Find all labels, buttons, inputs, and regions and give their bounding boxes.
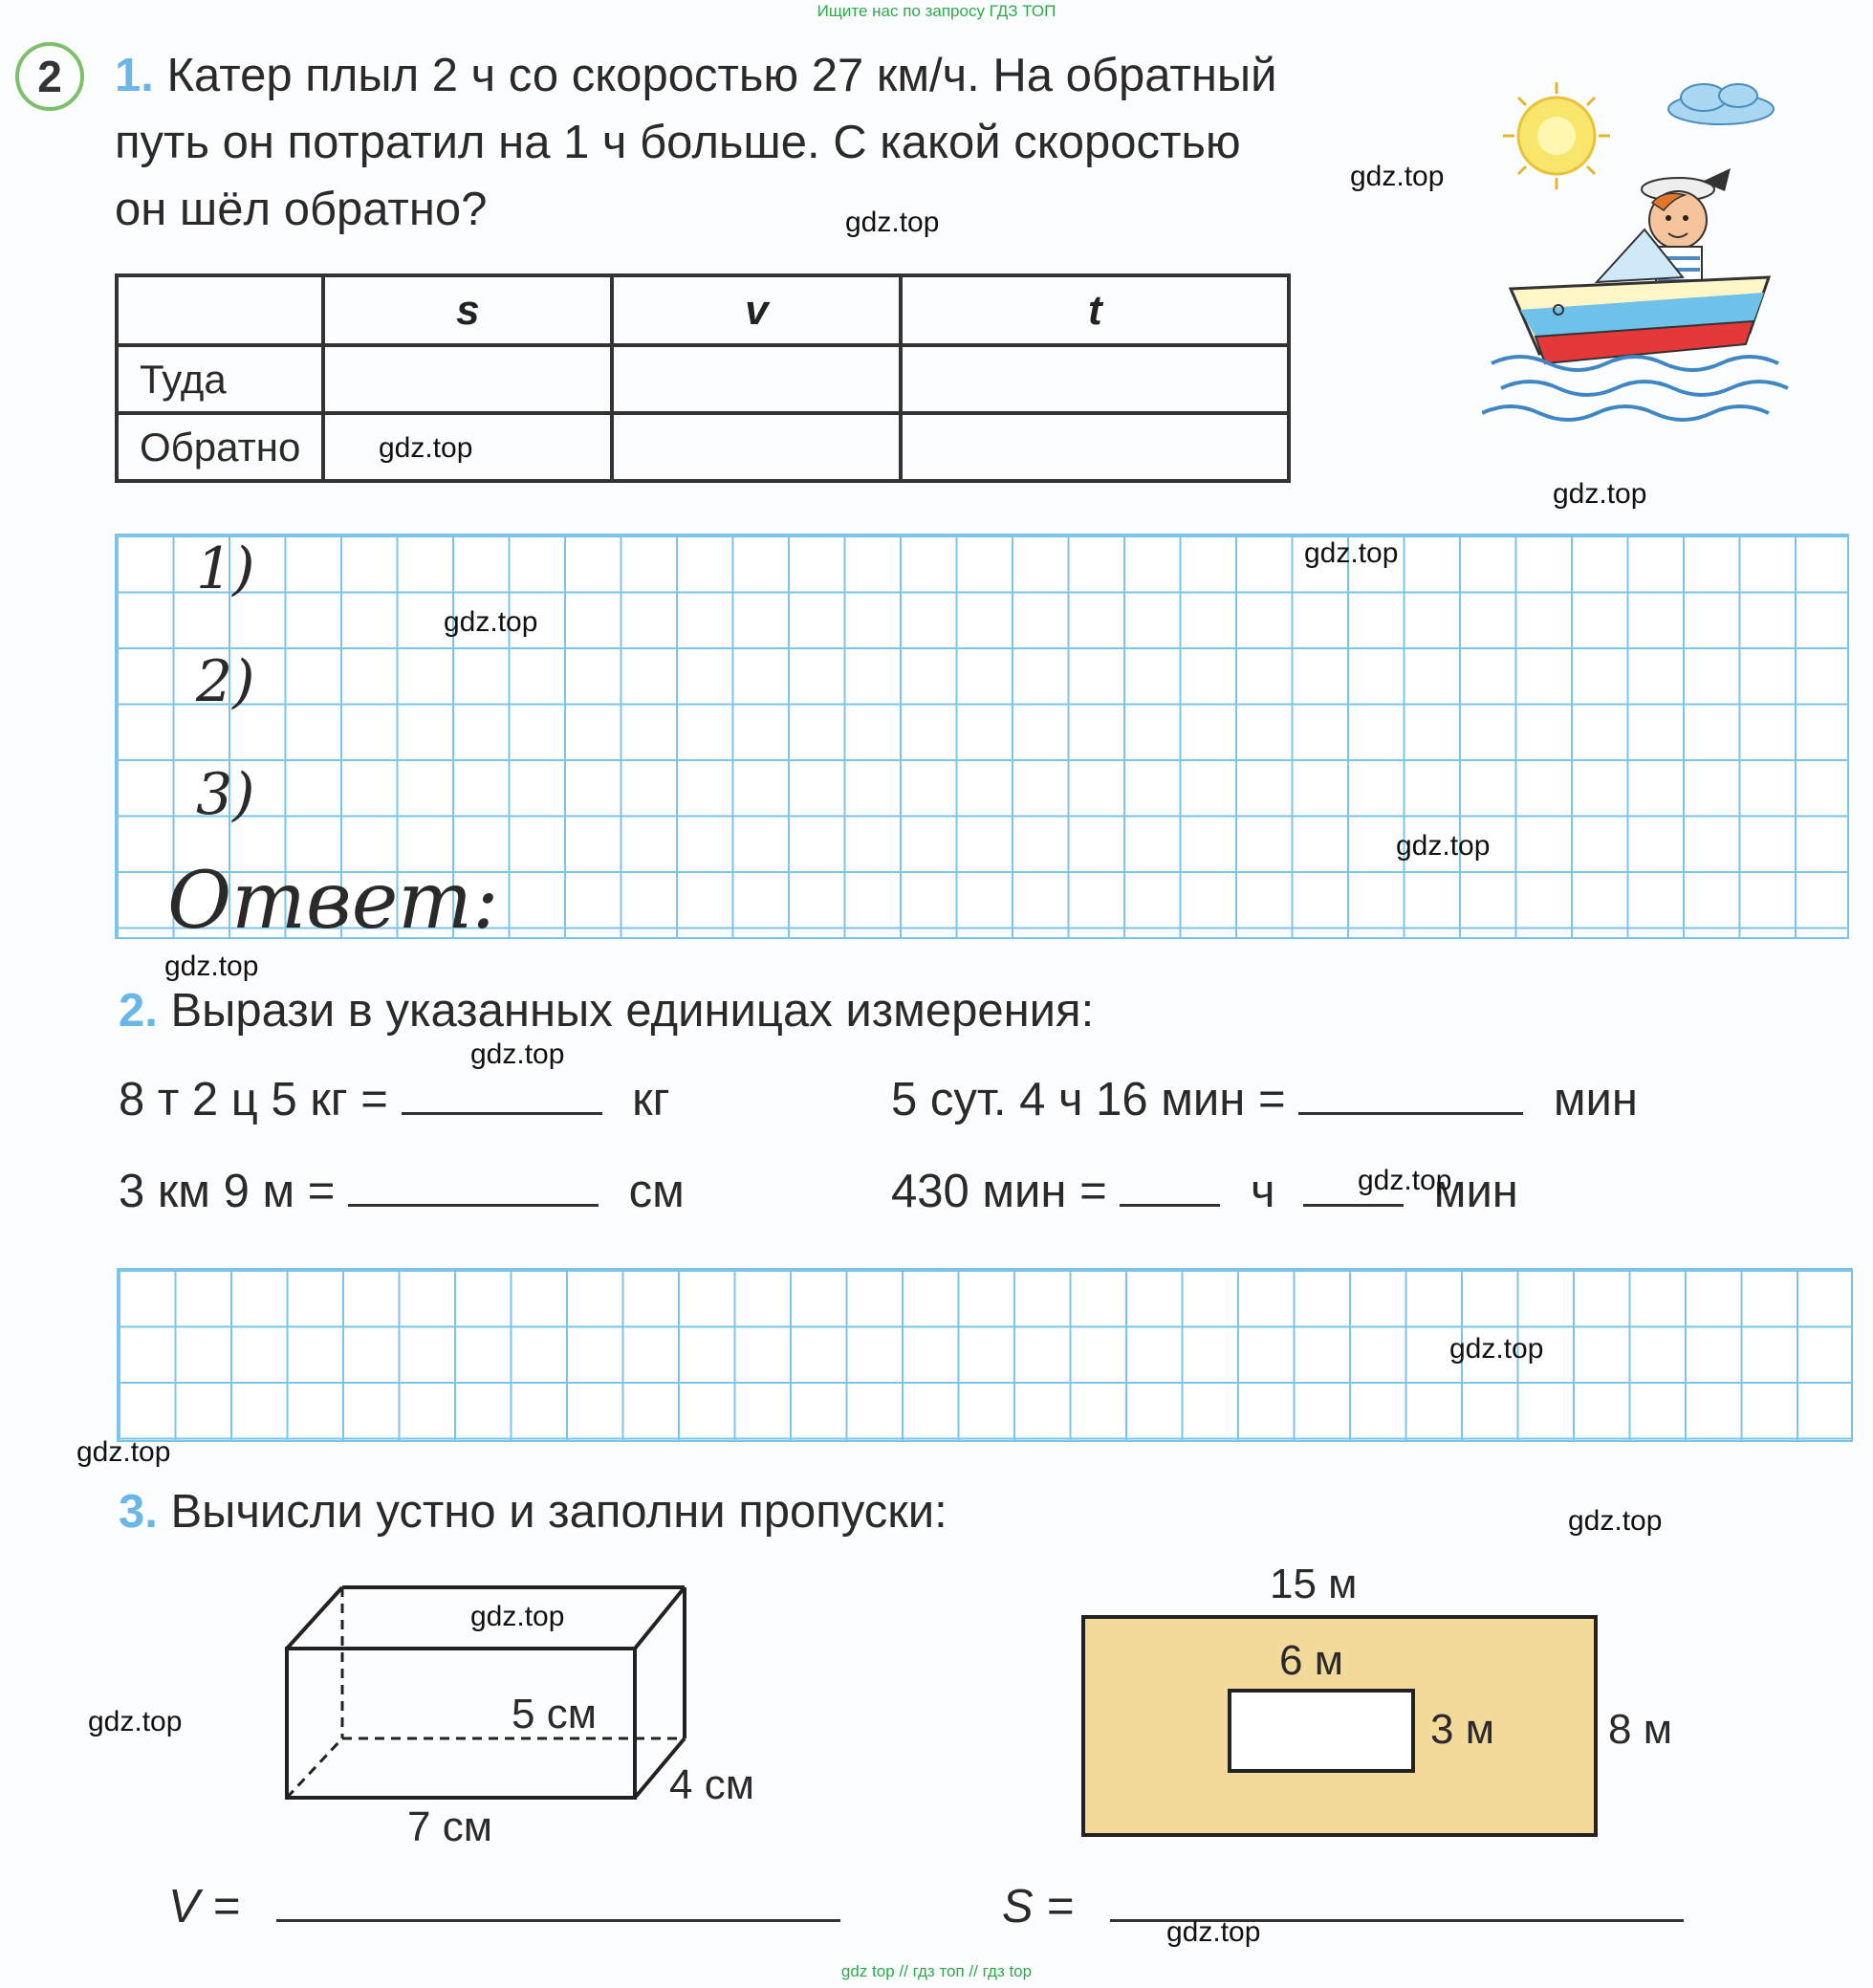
table-header-v: v — [612, 275, 901, 345]
conversion-unit: мин — [1433, 1166, 1518, 1217]
conversion-3 — [119, 1165, 685, 1218]
page-badge: 2 — [15, 42, 84, 111]
table-cell[interactable] — [323, 345, 612, 413]
watermark: gdz.top — [1350, 161, 1445, 192]
table-row — [117, 345, 1289, 413]
watermark: gdz.top — [1304, 537, 1399, 569]
conversion-1 — [119, 1073, 669, 1126]
cloud-icon — [1668, 84, 1774, 124]
step-2: 2) — [196, 648, 255, 715]
conversion-expr: 5 сут. 4 ч 16 мин = — [891, 1074, 1286, 1125]
conversion-expr: 8 т 2 ц 5 кг = — [119, 1074, 388, 1125]
table-cell[interactable] — [612, 345, 901, 413]
conversion-unit: см — [628, 1166, 685, 1217]
area-label: S = — [1002, 1881, 1074, 1933]
step-1: 1) — [196, 535, 255, 602]
conversion-expr: 430 мин = — [891, 1166, 1107, 1217]
watermark: gdz.top — [470, 1601, 565, 1632]
step-3: 3) — [196, 761, 255, 828]
volume-answer-blank[interactable] — [276, 1881, 840, 1922]
waves-icon — [1482, 357, 1788, 420]
watermark: gdz.top — [1568, 1505, 1663, 1537]
answer-blank[interactable] — [402, 1074, 602, 1115]
conversion-unit: ч — [1250, 1166, 1275, 1217]
table-cell[interactable] — [901, 413, 1289, 481]
watermark: gdz.top — [1553, 478, 1647, 510]
table-header-s: s — [323, 275, 612, 345]
bottom-note: gdz top // гдз топ // гдз top — [840, 1962, 1033, 1980]
box-height-label: 5 см — [512, 1691, 597, 1737]
outer-width-label: 15 м — [1270, 1561, 1358, 1607]
conversion-expr: 3 км 9 м = — [119, 1166, 336, 1217]
table-cell[interactable] — [612, 413, 901, 481]
row-label-there: Туда — [117, 345, 323, 413]
table-header-t: t — [901, 275, 1289, 345]
watermark: gdz.top — [1166, 1916, 1261, 1948]
task2-title — [119, 977, 1094, 1044]
answer-blank[interactable] — [348, 1166, 599, 1207]
conversion-2 — [891, 1073, 1638, 1126]
task3-title-text: Вычисли устно и заполни пропуски: — [170, 1486, 947, 1538]
table-cell[interactable] — [901, 345, 1289, 413]
watermark: gdz.top — [1358, 1165, 1452, 1196]
volume-label: V = — [168, 1881, 240, 1933]
conversion-unit: кг — [632, 1074, 670, 1125]
table-row — [117, 413, 1289, 481]
row-label-back: Обратно — [117, 413, 323, 481]
volume-formula — [168, 1880, 840, 1933]
box-depth-label: 4 см — [669, 1761, 754, 1808]
boat-illustration — [1482, 76, 1797, 440]
watermark: gdz.top — [1396, 830, 1491, 862]
task1-line1: Катер плыл 2 ч со скоростью 27 км/ч. На обратный — [166, 50, 1277, 101]
answer-label: Ответ: — [167, 856, 499, 947]
top-note: Ищите нас по запросу ГДЗ ТОП — [817, 2, 1056, 20]
task1-text — [115, 42, 1276, 243]
outer-height-label: 8 м — [1608, 1706, 1672, 1753]
watermark: gdz.top — [76, 1436, 171, 1468]
conversion-unit: мин — [1553, 1074, 1638, 1125]
watermark: gdz.top — [470, 1038, 565, 1070]
watermark: gdz.top — [845, 207, 940, 238]
answer-blank[interactable] — [1298, 1074, 1523, 1115]
answer-blank[interactable] — [1120, 1166, 1220, 1207]
task3-number: 3. — [119, 1486, 158, 1538]
watermark: gdz.top — [379, 432, 473, 464]
task2-title-text: Вырази в указанных единицах измерения: — [170, 985, 1095, 1037]
watermark: gdz.top — [88, 1706, 183, 1737]
inner-width-label: 6 м — [1279, 1637, 1343, 1684]
task3-title — [119, 1478, 947, 1545]
task2-number: 2. — [119, 985, 158, 1037]
area-formula — [1002, 1880, 1684, 1933]
task1-number: 1. — [115, 50, 154, 101]
inner-height-label: 3 м — [1430, 1706, 1494, 1753]
watermark: gdz.top — [1449, 1333, 1544, 1365]
watermark: gdz.top — [164, 950, 259, 982]
boat-icon — [1511, 229, 1769, 363]
sun-icon — [1503, 82, 1610, 189]
speed-table — [115, 273, 1291, 483]
table-corner — [117, 275, 323, 345]
task1-line2: путь он потратил на 1 ч больше. С какой скоростью — [115, 117, 1241, 168]
box-length-label: 7 см — [407, 1803, 492, 1850]
task1-line3: он шёл обратно? — [115, 184, 488, 235]
conversion-grid[interactable] — [117, 1268, 1853, 1442]
watermark: gdz.top — [444, 606, 538, 638]
